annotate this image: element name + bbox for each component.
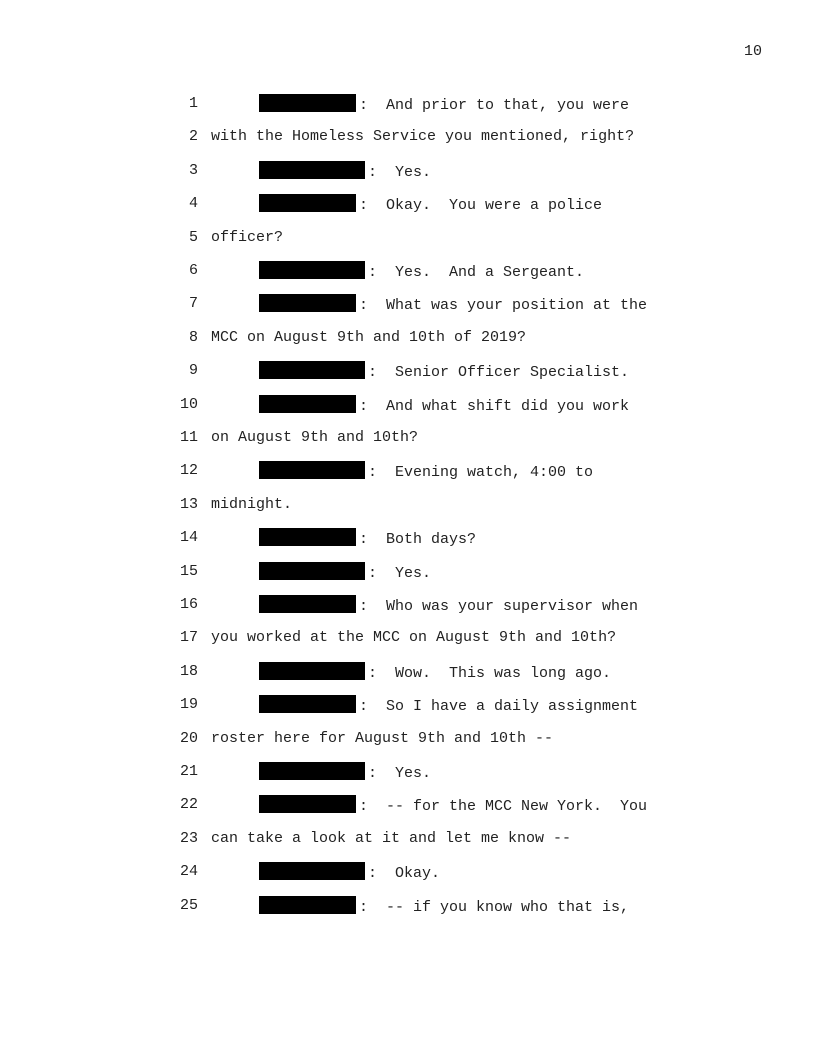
line-number: 21 xyxy=(179,763,198,780)
continuation-text: you worked at the MCC on August 9th and 10th? xyxy=(211,629,617,646)
speaker-text: : So I have a daily assignment xyxy=(359,698,639,715)
speaker-text: : Evening watch, 4:00 to xyxy=(368,464,594,481)
line-number: 10 xyxy=(179,396,198,413)
speaker-line xyxy=(259,595,638,617)
transcript-line xyxy=(0,328,816,348)
speaker-text: : -- for the MCC New York. You xyxy=(359,798,648,815)
transcript-line xyxy=(0,729,816,749)
line-number: 4 xyxy=(188,195,198,212)
continuation-text: with the Homeless Service you mentioned, right? xyxy=(211,128,635,145)
transcript-line xyxy=(0,695,816,715)
transcript-line xyxy=(0,228,816,248)
speaker-line xyxy=(259,94,629,116)
redaction-box xyxy=(259,662,365,680)
speaker-line xyxy=(259,762,431,784)
transcript-line xyxy=(0,829,816,849)
redaction-box xyxy=(259,395,356,413)
line-number: 12 xyxy=(179,462,198,479)
line-number: 19 xyxy=(179,696,198,713)
speaker-line xyxy=(259,361,629,383)
redaction-box xyxy=(259,261,365,279)
transcript-line xyxy=(0,428,816,448)
transcript-line xyxy=(0,361,816,381)
line-number: 15 xyxy=(179,563,198,580)
redaction-box xyxy=(259,294,356,312)
line-number: 18 xyxy=(179,663,198,680)
transcript-line xyxy=(0,161,816,181)
continuation-text: officer? xyxy=(211,229,284,246)
transcript-line xyxy=(0,294,816,314)
line-number: 2 xyxy=(188,128,198,145)
transcript-line xyxy=(0,395,816,415)
transcript-line xyxy=(0,896,816,916)
speaker-line xyxy=(259,261,584,283)
transcript-line xyxy=(0,194,816,214)
transcript-line xyxy=(0,261,816,281)
speaker-text: : Both days? xyxy=(359,531,477,548)
redaction-box xyxy=(259,795,356,813)
transcript-line xyxy=(0,495,816,515)
line-number: 24 xyxy=(179,863,198,880)
continuation-text: midnight. xyxy=(211,496,293,513)
speaker-line xyxy=(259,161,431,183)
speaker-line xyxy=(259,461,593,483)
line-number: 8 xyxy=(188,329,198,346)
speaker-line xyxy=(259,862,440,884)
line-number: 22 xyxy=(179,796,198,813)
transcript-line xyxy=(0,762,816,782)
redaction-box xyxy=(259,528,356,546)
speaker-text: : Okay. xyxy=(368,865,441,882)
page-number: 10 xyxy=(743,43,762,60)
speaker-line xyxy=(259,662,611,684)
transcript-line xyxy=(0,127,816,147)
transcript-line xyxy=(0,628,816,648)
speaker-text: : Yes. And a Sergeant. xyxy=(368,264,585,281)
line-number: 25 xyxy=(179,897,198,914)
speaker-text: : Senior Officer Specialist. xyxy=(368,364,630,381)
transcript-line xyxy=(0,461,816,481)
transcript-line xyxy=(0,862,816,882)
transcript-line xyxy=(0,528,816,548)
speaker-text: : Yes. xyxy=(368,565,432,582)
speaker-line xyxy=(259,194,602,216)
redaction-box xyxy=(259,595,356,613)
redaction-box xyxy=(259,762,365,780)
speaker-line xyxy=(259,528,476,550)
redaction-box xyxy=(259,695,356,713)
line-number: 17 xyxy=(179,629,198,646)
transcript-line xyxy=(0,562,816,582)
line-number: 1 xyxy=(188,95,198,112)
speaker-line xyxy=(259,695,638,717)
continuation-text: on August 9th and 10th? xyxy=(211,429,419,446)
speaker-text: : Who was your supervisor when xyxy=(359,598,639,615)
speaker-text: : -- if you know who that is, xyxy=(359,899,630,916)
transcript-line xyxy=(0,94,816,114)
transcript-line xyxy=(0,595,816,615)
speaker-line xyxy=(259,896,629,918)
line-number: 13 xyxy=(179,496,198,513)
redaction-box xyxy=(259,562,365,580)
redaction-box xyxy=(259,896,356,914)
continuation-text: can take a look at it and let me know -- xyxy=(211,830,572,847)
line-number: 5 xyxy=(188,229,198,246)
line-number: 3 xyxy=(188,162,198,179)
speaker-text: : And what shift did you work xyxy=(359,398,630,415)
continuation-text: MCC on August 9th and 10th of 2019? xyxy=(211,329,527,346)
line-number: 6 xyxy=(188,262,198,279)
line-number: 9 xyxy=(188,362,198,379)
redaction-box xyxy=(259,862,365,880)
redaction-box xyxy=(259,361,365,379)
line-number: 23 xyxy=(179,830,198,847)
speaker-line xyxy=(259,562,431,584)
speaker-text: : And prior to that, you were xyxy=(359,97,630,114)
line-number: 20 xyxy=(179,730,198,747)
speaker-line xyxy=(259,795,647,817)
speaker-text: : Wow. This was long ago. xyxy=(368,665,612,682)
speaker-text: : Yes. xyxy=(368,164,432,181)
speaker-text: : Yes. xyxy=(368,765,432,782)
line-number: 14 xyxy=(179,529,198,546)
redaction-box xyxy=(259,161,365,179)
redaction-box xyxy=(259,461,365,479)
redaction-box xyxy=(259,94,356,112)
transcript-line xyxy=(0,795,816,815)
continuation-text: roster here for August 9th and 10th -- xyxy=(211,730,554,747)
line-number: 11 xyxy=(179,429,198,446)
speaker-text: : What was your position at the xyxy=(359,297,648,314)
speaker-line xyxy=(259,395,629,417)
speaker-text: : Okay. You were a police xyxy=(359,197,603,214)
transcript-line xyxy=(0,662,816,682)
speaker-line xyxy=(259,294,647,316)
redaction-box xyxy=(259,194,356,212)
line-number: 7 xyxy=(188,295,198,312)
line-number: 16 xyxy=(179,596,198,613)
